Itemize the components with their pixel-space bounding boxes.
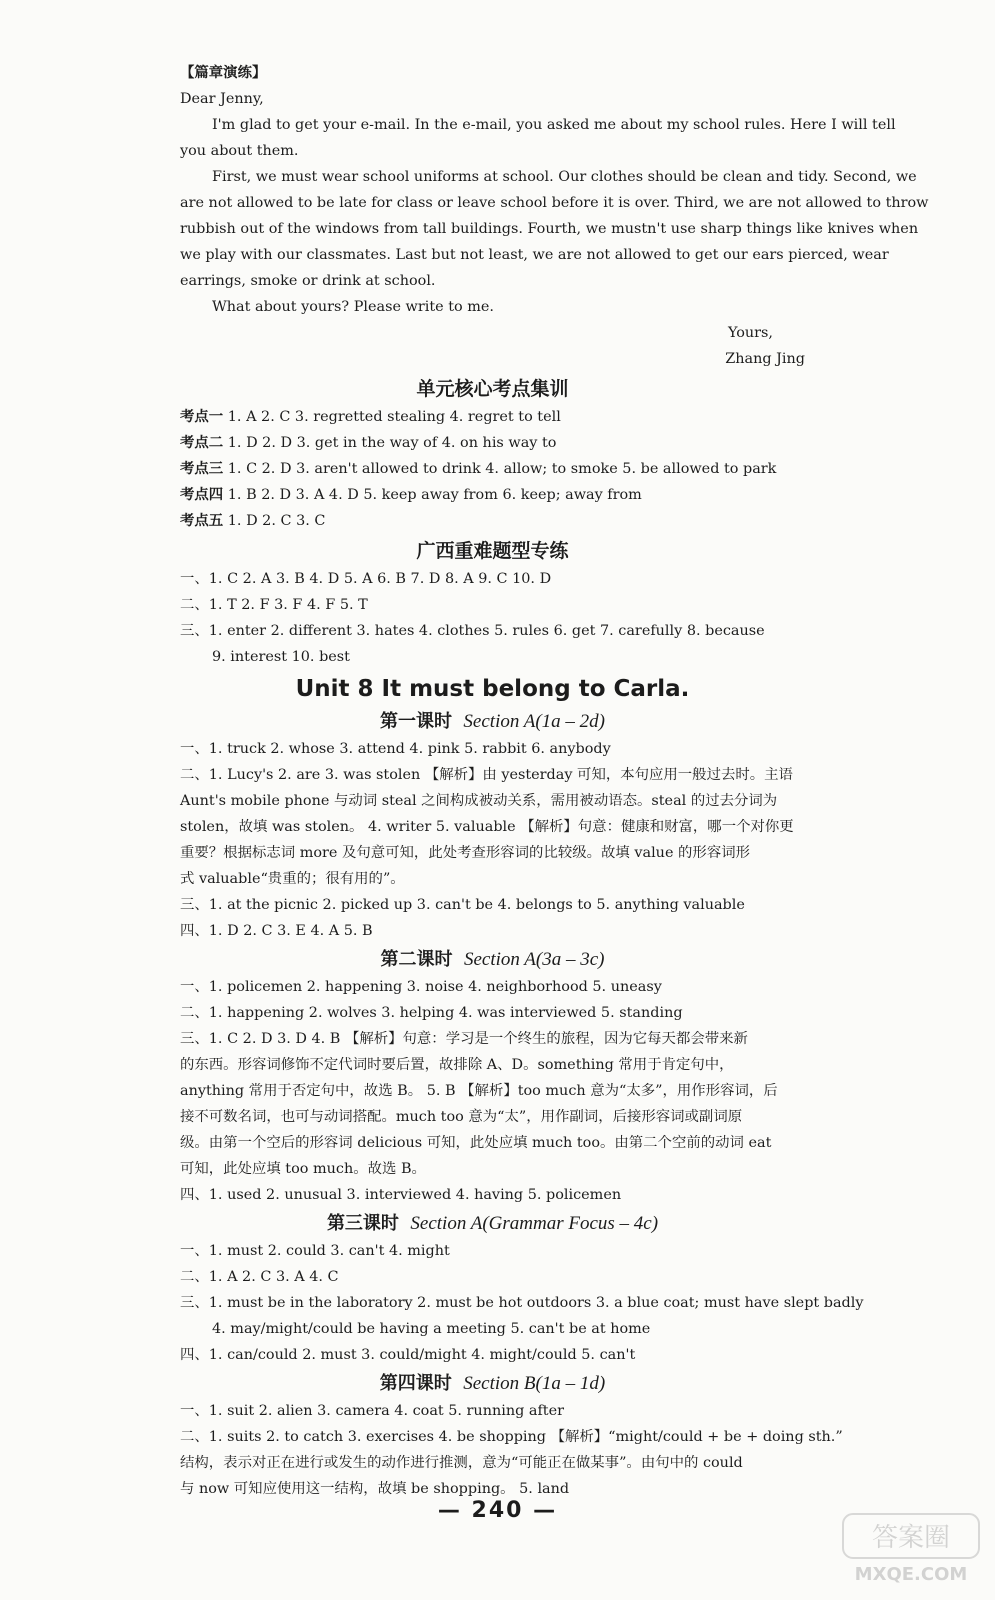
core-row [180, 482, 805, 508]
letter-line: earrings, smoke or drink at school. [180, 273, 436, 289]
lesson-en: Section A(3a – 3c) [463, 949, 605, 970]
core-label: 考点五 [180, 513, 224, 529]
answer-line: 二、1. A 2. C 3. A 4. C [180, 1269, 339, 1285]
core-answers: 1. C 2. D 3. aren't allowed to drink 4. allow; to smoke 5. be allowed to park [227, 461, 777, 477]
answer-line: 与 now 可知应使用这一结构，故填 be shopping。 5. land [180, 1481, 570, 1497]
answer-line: 四、1. D 2. C 3. E 4. A 5. B [180, 923, 373, 939]
core-row [180, 430, 805, 456]
core-answers: 1. D 2. C 3. C [227, 513, 326, 529]
gx-line: 二、1. T 2. F 3. F 4. F 5. T [180, 597, 368, 613]
answer-line: 重要？根据标志词 more 及句意可知，此处考查形容词的比较级。故填 value 的形容词形 [180, 845, 750, 861]
gx-line: 9. interest 10. best [212, 649, 350, 665]
core-answers: 1. A 2. C 3. regretted stealing 4. regret to tell [227, 409, 561, 425]
core-answers: 1. D 2. D 3. get in the way of 4. on his way to [227, 435, 557, 451]
core-row [180, 404, 805, 430]
core-label: 考点四 [180, 487, 224, 503]
gx-line: 三、1. enter 2. different 3. hates 4. clothes 5. rules 6. get 7. carefully 8. because [180, 623, 765, 639]
answer-line: 可知，此处应填 too much。故选 B。 [180, 1161, 426, 1177]
lesson-heading [180, 1208, 805, 1238]
answer-line: 的东西。形容词修饰不定代词时要后置，故排除 A、D。something 常用于肯定句中， [180, 1057, 734, 1073]
answer-line: 二、1. happening 2. wolves 3. helping 4. was interviewed 5. standing [180, 1005, 683, 1021]
core-label: 考点三 [180, 461, 224, 477]
answer-line: 一、1. suit 2. alien 3. camera 4. coat 5. running after [180, 1403, 564, 1419]
core-label: 考点一 [180, 409, 224, 425]
answer-line: 二、1. suits 2. to catch 3. exercises 4. be shopping 【解析】“might/could + be + doing sth.” [180, 1429, 843, 1445]
letter-line: I'm glad to get your e-mail. In the e-mail, you asked me about my school rules. Here I will tell [212, 117, 896, 133]
lesson-cn: 第四课时 [379, 1373, 452, 1394]
gx-line: 一、1. C 2. A 3. B 4. D 5. A 6. B 7. D 8. A 9. C 10. D [180, 571, 552, 587]
answer-line: 四、1. used 2. unusual 3. interviewed 4. having 5. policemen [180, 1187, 622, 1203]
lesson-heading [180, 944, 805, 974]
lesson-en: Section A(1a – 2d) [463, 711, 606, 732]
answer-line: 三、1. must be in the laboratory 2. must be hot outdoors 3. a blue coat; must have slept badly [180, 1295, 864, 1311]
letter-line: First, we must wear school uniforms at school. Our clothes should be clean and tidy. Second, we [212, 169, 917, 185]
practice-tag: 【篇章演练】 [180, 64, 267, 81]
gx-title: 广西重难题型专练 [416, 540, 569, 562]
lesson-heading [180, 706, 805, 736]
answer-line: 一、1. truck 2. whose 3. attend 4. pink 5. rabbit 6. anybody [180, 741, 611, 757]
answer-line: 接不可数名词，也可与动词搭配。much too 意为“太”，用作副词，后接形容词或副词原 [180, 1109, 743, 1125]
letter-signature: Zhang Jing [725, 351, 805, 367]
lesson-cn: 第一课时 [379, 711, 452, 732]
answer-line: 4. may/might/could be having a meeting 5. can't be at home [212, 1321, 651, 1337]
letter-line: rubbish out of the windows from tall buildings. Fourth, we mustn't use sharp things like knives when [180, 221, 919, 237]
unit-title: Unit 8 It must belong to Carla. [295, 676, 690, 702]
answer-line: 式 valuable“贵重的；很有用的”。 [180, 871, 405, 887]
svg-text:MXQE.COM: MXQE.COM [854, 1564, 968, 1585]
answer-line: Aunt's mobile phone 与动词 steal 之间构成被动关系，需用被动语态。steal 的过去分词为 [180, 793, 778, 809]
answer-line: stolen，故填 was stolen。 4. writer 5. valuable 【解析】句意：健康和财富，哪一个对你更 [180, 819, 794, 835]
answer-line: 二、1. Lucy's 2. are 3. was stolen 【解析】由 yesterday 可知，本句应用一般过去时。主语 [180, 767, 793, 783]
letter-line: are not allowed to be late for class or leave school before it is over. Third, we are not allowed to throw [180, 195, 929, 211]
watermark-logo [841, 1508, 981, 1586]
answer-line: 一、1. must 2. could 3. can't 4. might [180, 1243, 450, 1259]
core-row [180, 508, 805, 534]
core-answers: 1. B 2. D 3. A 4. D 5. keep away from 6. keep; away from [227, 487, 642, 503]
core-label: 考点二 [180, 435, 224, 451]
answer-line: anything 常用于否定句中，故选 B。 5. B 【解析】too much 意为“太多”，用作形容词，后 [180, 1083, 778, 1099]
answer-line: 级。由第一个空后的形容词 delicious 可知，此处应填 much too。由第二个空前的动词 eat [180, 1135, 772, 1151]
lesson-cn: 第二课时 [380, 949, 453, 970]
letter-line: we play with our classmates. Last but not least, we are not allowed to get our ears pierced, wear [180, 247, 889, 263]
watermark-cn: 答案圈 [871, 1523, 951, 1553]
lesson-heading [180, 1368, 805, 1398]
lesson-en: Section B(1a – 1d) [463, 1373, 606, 1394]
page-number: — 240 — [437, 1498, 558, 1523]
core-row [180, 456, 805, 482]
core-title: 单元核心考点集训 [416, 378, 569, 400]
letter-greeting: Dear Jenny, [180, 91, 264, 107]
answer-line: 一、1. policemen 2. happening 3. noise 4. neighborhood 5. uneasy [180, 979, 662, 995]
answer-line: 三、1. C 2. D 3. D 4. B 【解析】句意：学习是一个终生的旅程，因为它每天都会带来新 [180, 1031, 748, 1047]
answer-line: 结构，表示对正在进行或发生的动作进行推测，意为“可能正在做某事”。由句中的 could [180, 1455, 743, 1471]
letter-line: you about them. [180, 143, 299, 159]
lesson-en: Section A(Grammar Focus – 4c) [410, 1213, 659, 1234]
letter-line: What about yours? Please write to me. [212, 299, 494, 315]
answer-line: 三、1. at the picnic 2. picked up 3. can't be 4. belongs to 5. anything valuable [180, 897, 745, 913]
letter-closing: Yours, [727, 325, 773, 341]
answer-line: 四、1. can/could 2. must 3. could/might 4. might/could 5. can't [180, 1347, 636, 1363]
lesson-cn: 第三课时 [326, 1213, 399, 1234]
